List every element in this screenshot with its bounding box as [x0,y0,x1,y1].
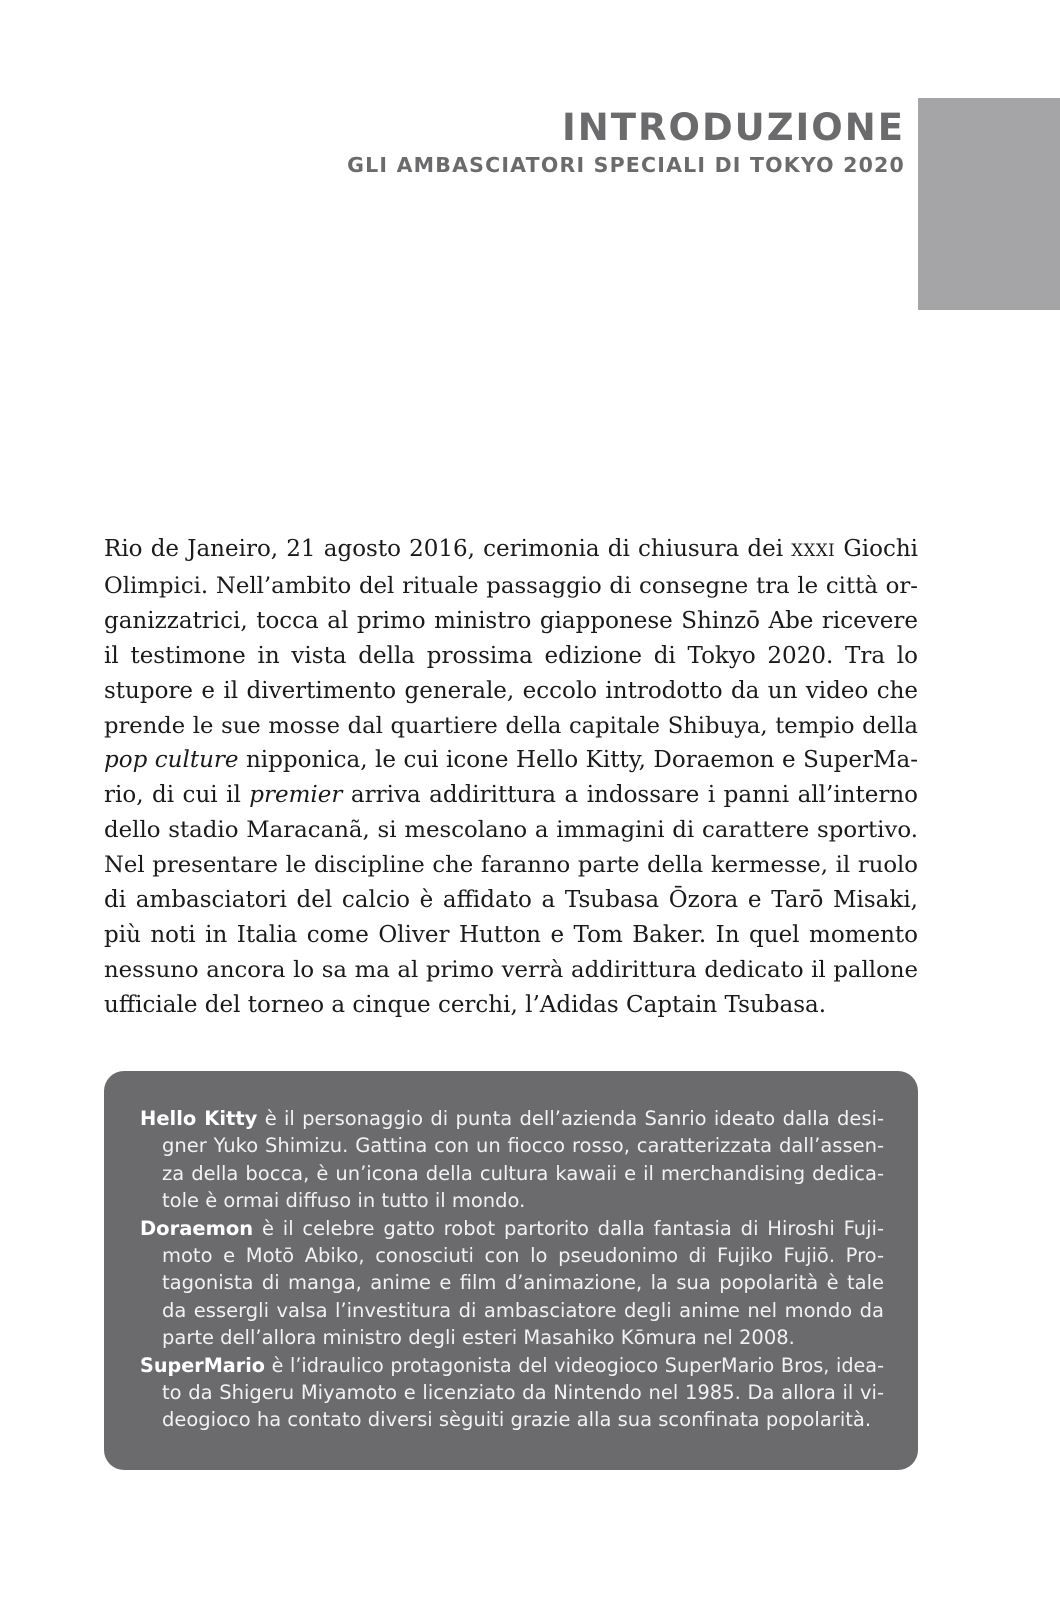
body-text-fragment: nipponica, le cui icone Hello Kitty, Doraemon e SuperMa- [238,747,919,774]
roman-numeral: XXXI [791,541,836,560]
body-text-fragment: Rio de Janeiro, 21 agosto 2016, cerimonia di chiusura dei [104,536,792,562]
body-line: dello stadio Maracanã, si mescolano a immagini di carattere sportivo. [104,817,918,844]
body-line: Olimpici. Nell’ambito del rituale passaggio di consegne tra le città or- [104,572,918,599]
entry-line: tagonista di manga, anime e film d’animazione, la sua popolarità è tale [162,1271,884,1295]
entry-term: Hello Kitty [140,1107,258,1130]
body-text-fragment: rio, di cui il [104,782,250,809]
entry-term: Doraemon [140,1216,254,1240]
entry-text-fragment: è l’idraulico protagonista del videogioco SuperMario Bros, idea- [264,1353,884,1377]
entry-line [140,1215,884,1242]
entry-line: to da Shigeru Miyamoto e licenziato da Nintendo nel 1985. Da allora il vi- [162,1381,884,1405]
entry-doraemon [140,1215,884,1352]
info-box [104,1071,918,1470]
chapter-header [347,104,905,180]
body-line [104,743,918,778]
entry-line: parte dell’allora ministro degli esteri Masahiko Kōmura nel 2008. [162,1326,795,1350]
entry-line: za della bocca, è un’icona della cultura kawaii e il merchandising dedica- [162,1161,884,1185]
body-text-fragment: Giochi [835,536,918,562]
body-line: ganizzatrici, tocca al primo ministro giapponese Shinzō Abe ricevere [104,607,918,634]
body-line: più noti in Italia come Oliver Hutton e Tom Baker. In quel momento [104,921,918,948]
italic-term: premier [249,782,343,809]
body-line: Nel presentare le discipline che faranno parte della kermesse, il ruolo [104,852,918,879]
entry-line [140,1352,884,1379]
body-line: di ambasciatori del calcio è affidato a Tsubasa Ōzora e Tarō Misaki, [104,887,918,914]
body-line: il testimone in vista della prossima edizione di Tokyo 2020. Tra lo [104,642,918,669]
chapter-title: INTRODUZIONE [562,106,905,149]
entry-text-fragment: è il celebre gatto robot partorito dalla fantasia di Hiroshi Fuji- [253,1216,884,1240]
entry-line [140,1105,884,1132]
chapter-tab [918,98,1060,310]
entry-hello-kitty [140,1105,884,1215]
entry-line: moto e Motō Abiko, conosciuti con lo pseudonimo di Fujiko Fujiō. Pro- [162,1244,884,1268]
entry-line: deogioco ha contato diversi sèguiti grazie alla sua sconfinata popolarità. [162,1408,872,1432]
entry-line: da essergli valsa l’investitura di ambasciatore degli anime nel mondo da [162,1298,884,1322]
body-line: stupore e il divertimento generale, eccolo introdotto da un video che [104,677,918,704]
entry-text-fragment: è il personaggio di punta dell’azienda Sanrio ideato dalla desi- [257,1107,884,1130]
body-line [104,532,918,569]
body-line: prende le sue mosse dal quartiere della capitale Shibuya, tempio della [104,712,918,739]
body-line [104,778,918,813]
entry-supermario [140,1352,884,1434]
body-line: nessuno ancora lo sa ma al primo verrà addirittura dedicato il pallone [104,956,918,983]
entry-line: gner Yuko Shimizu. Gattina con un fiocco rosso, caratterizzata dall’assen- [162,1134,884,1158]
italic-term: pop culture [104,747,239,774]
body-line: ufficiale del torneo a cinque cerchi, l’Adidas Captain Tsubasa. [104,991,827,1018]
chapter-subtitle: GLI AMBASCIATORI SPECIALI DI TOKYO 2020 [347,153,905,177]
entry-term: SuperMario [140,1353,265,1377]
body-paragraph [104,532,918,1023]
info-box-text [140,1105,884,1434]
entry-line: tole è ormai diffuso in tutto il mondo. [162,1189,526,1213]
body-text-fragment: arriva addirittura a indossare i panni all’interno [342,782,918,809]
